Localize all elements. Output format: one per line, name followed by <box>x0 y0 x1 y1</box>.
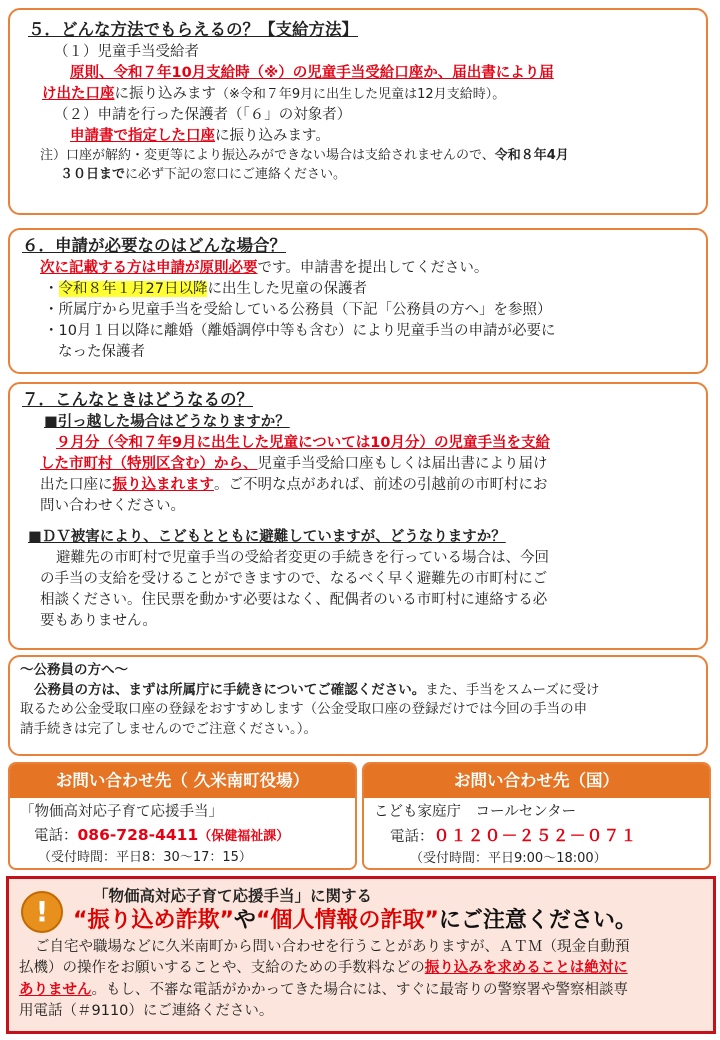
red-text: 申請書で指定した口座 <box>70 127 215 144</box>
paragraph <box>42 84 692 105</box>
program-name: こども家庭庁 コールセンター <box>374 804 577 820</box>
warning-term: “個人情報の詐取” <box>255 908 439 934</box>
warning-term: “振り込め詐欺” <box>73 908 234 934</box>
contact-body <box>10 798 355 870</box>
contact-national <box>362 762 711 870</box>
section-payment-method <box>8 8 708 215</box>
red-text: 次に記載する方は申請が原則必要 <box>40 259 258 276</box>
text: に出生した児童の保護者 <box>207 280 367 297</box>
section-faq <box>8 382 708 650</box>
text: 。もし、不審な電話がかかってきた場合には、すぐに最寄りの警察署や警察相談専 <box>91 981 628 998</box>
bold-text: 公務員の方は、まずは所属庁に手続きについてご確認ください。 <box>34 681 426 698</box>
section-application-required <box>8 228 708 374</box>
paragraph <box>70 63 692 84</box>
text: に必ず下記の窓口にご連絡ください。 <box>125 166 347 182</box>
paragraph: 要もありません。 <box>40 613 157 630</box>
text: 払機）の操作をお願いすることや、支給のための手数料などの <box>19 960 425 977</box>
paragraph <box>40 258 694 279</box>
text: ご自宅や職場などに久米南町から問い合わせを行うことがありますが、ＡＴＭ（現金自動預 <box>35 938 630 955</box>
red-text: ９月分（令和７年9月に出生した児童については10月分）の児童手当を支給 <box>56 434 550 451</box>
section-title: ５．どんな方法でもらえるの？【支給方法】 <box>28 20 358 39</box>
warning-body <box>19 937 703 1023</box>
warning-subtitle: 「物価高対応子育て応援手当」に関する <box>93 887 373 905</box>
department: （保健福祉課） <box>198 828 290 844</box>
red-text: 振り込まれます <box>112 476 214 493</box>
paragraph: 取るため公金受取口座の登録をおすすめします（公金受取口座の登録だけでは今回の手当の申 <box>20 701 588 718</box>
text: です。申請書を提出してください。 <box>257 259 489 276</box>
note <box>60 166 692 185</box>
red-text: け出た口座 <box>42 85 115 102</box>
paragraph <box>56 433 694 454</box>
bullet: ・ <box>44 280 59 297</box>
text: に振り込みます。 <box>215 127 330 144</box>
paragraph <box>19 980 703 1001</box>
list-item <box>44 279 694 300</box>
phone-line <box>34 824 345 848</box>
contact-header: お問い合わせ先（ 久米南町役場） <box>10 764 355 798</box>
hours: （受付時間：平日8：30～17：15） <box>38 849 252 865</box>
text: 出た口座に <box>40 476 113 493</box>
list-item-cont: なった保護者 <box>58 343 145 360</box>
section-title: ～公務員の方へ～ <box>20 662 128 678</box>
highlighted-text: 令和８年１月27日以降 <box>58 280 208 297</box>
text: に振り込みます <box>114 85 216 102</box>
paragraph <box>70 126 692 147</box>
list-item: ・10月１日以降に離婚（離婚調停中等も含む）により児童手当の申請が必要に <box>44 322 556 339</box>
contact-header: お問い合わせ先（国） <box>364 764 709 798</box>
paragraph <box>40 454 694 475</box>
contact-body <box>364 798 709 870</box>
fraud-warning <box>6 876 716 1034</box>
red-text: した市町村（特別区含む）から、 <box>40 455 258 472</box>
section-title: ７．こんなときはどうなるの？ <box>22 390 253 409</box>
bold-text: ３０日まで <box>60 166 126 182</box>
paragraph: 避難先の市町村で児童手当の受給者変更の手続きを行っている場合は、今回 <box>56 550 549 567</box>
section-title: ６．申請が必要なのはどんな場合？ <box>22 236 286 255</box>
hours: （受付時間：平日9:00～18:00） <box>410 850 607 866</box>
note <box>40 147 692 166</box>
phone-number[interactable]: ０１２０－２５２－０７１ <box>433 825 638 845</box>
bold-text: 令和８年4月 <box>494 148 569 163</box>
paragraph: 相談ください。住民票を動かす必要はなく、配偶者のいる市町村に連絡する必 <box>40 592 548 609</box>
item-heading: （２）申請を行った保護者（「６」の対象者） <box>54 106 352 123</box>
paragraph: 問い合わせください。 <box>40 497 185 514</box>
phone-line <box>390 824 699 849</box>
phone-number[interactable]: 086-728-4411 <box>77 825 199 844</box>
paragraph: 請手続きは完了しませんのでご注意ください。）。 <box>20 720 317 737</box>
text: 児童手当受給口座もしくは届出書により届け <box>257 455 548 472</box>
paragraph <box>19 958 703 979</box>
text: にご注意ください。 <box>438 908 637 934</box>
text: 用電話（＃9110）にご連絡ください。 <box>19 1003 274 1020</box>
exclamation-icon: ! <box>21 891 63 933</box>
text: また、手当をスムーズに受け <box>425 681 600 698</box>
program-name: 「物価高対応子育て応援手当」 <box>20 804 223 820</box>
red-text: 振り込みを求めることは絶対に <box>424 960 628 977</box>
contact-town-office <box>8 762 357 870</box>
question: ■ＤＶ被害により、こどもとともに避難していますが、どうなりますか？ <box>28 529 506 545</box>
section-public-servants <box>8 655 708 756</box>
paragraph: の手当の支給を受けることができますので、なるべく早く避難先の市町村にご <box>40 571 548 588</box>
note-text: （※令和７年9月に出生した児童は12月支給時）。 <box>216 86 506 102</box>
list-item: ・所属庁から児童手当を受給している公務員（下記「公務員の方へ」を参照） <box>44 301 552 318</box>
text: 。ご不明な点があれば、前述の引越前の市町村にお <box>214 476 548 493</box>
text: や <box>233 908 256 934</box>
paragraph <box>40 475 694 496</box>
red-text: 原則、令和７年10月支給時（※）の児童手当受給口座か、届出書により届 <box>70 64 554 81</box>
phone-label: 電話： <box>390 828 434 845</box>
warning-title <box>73 907 703 935</box>
red-text: ありません <box>19 981 92 998</box>
paragraph <box>34 681 696 701</box>
phone-label: 電話： <box>34 827 78 844</box>
item-heading: （１）児童手当受給者 <box>54 43 199 60</box>
question: ■引っ越した場合はどうなりますか？ <box>44 413 290 430</box>
text: 注）口座が解約・変更等により振込みができない場合は支給されませんので、 <box>40 148 495 163</box>
